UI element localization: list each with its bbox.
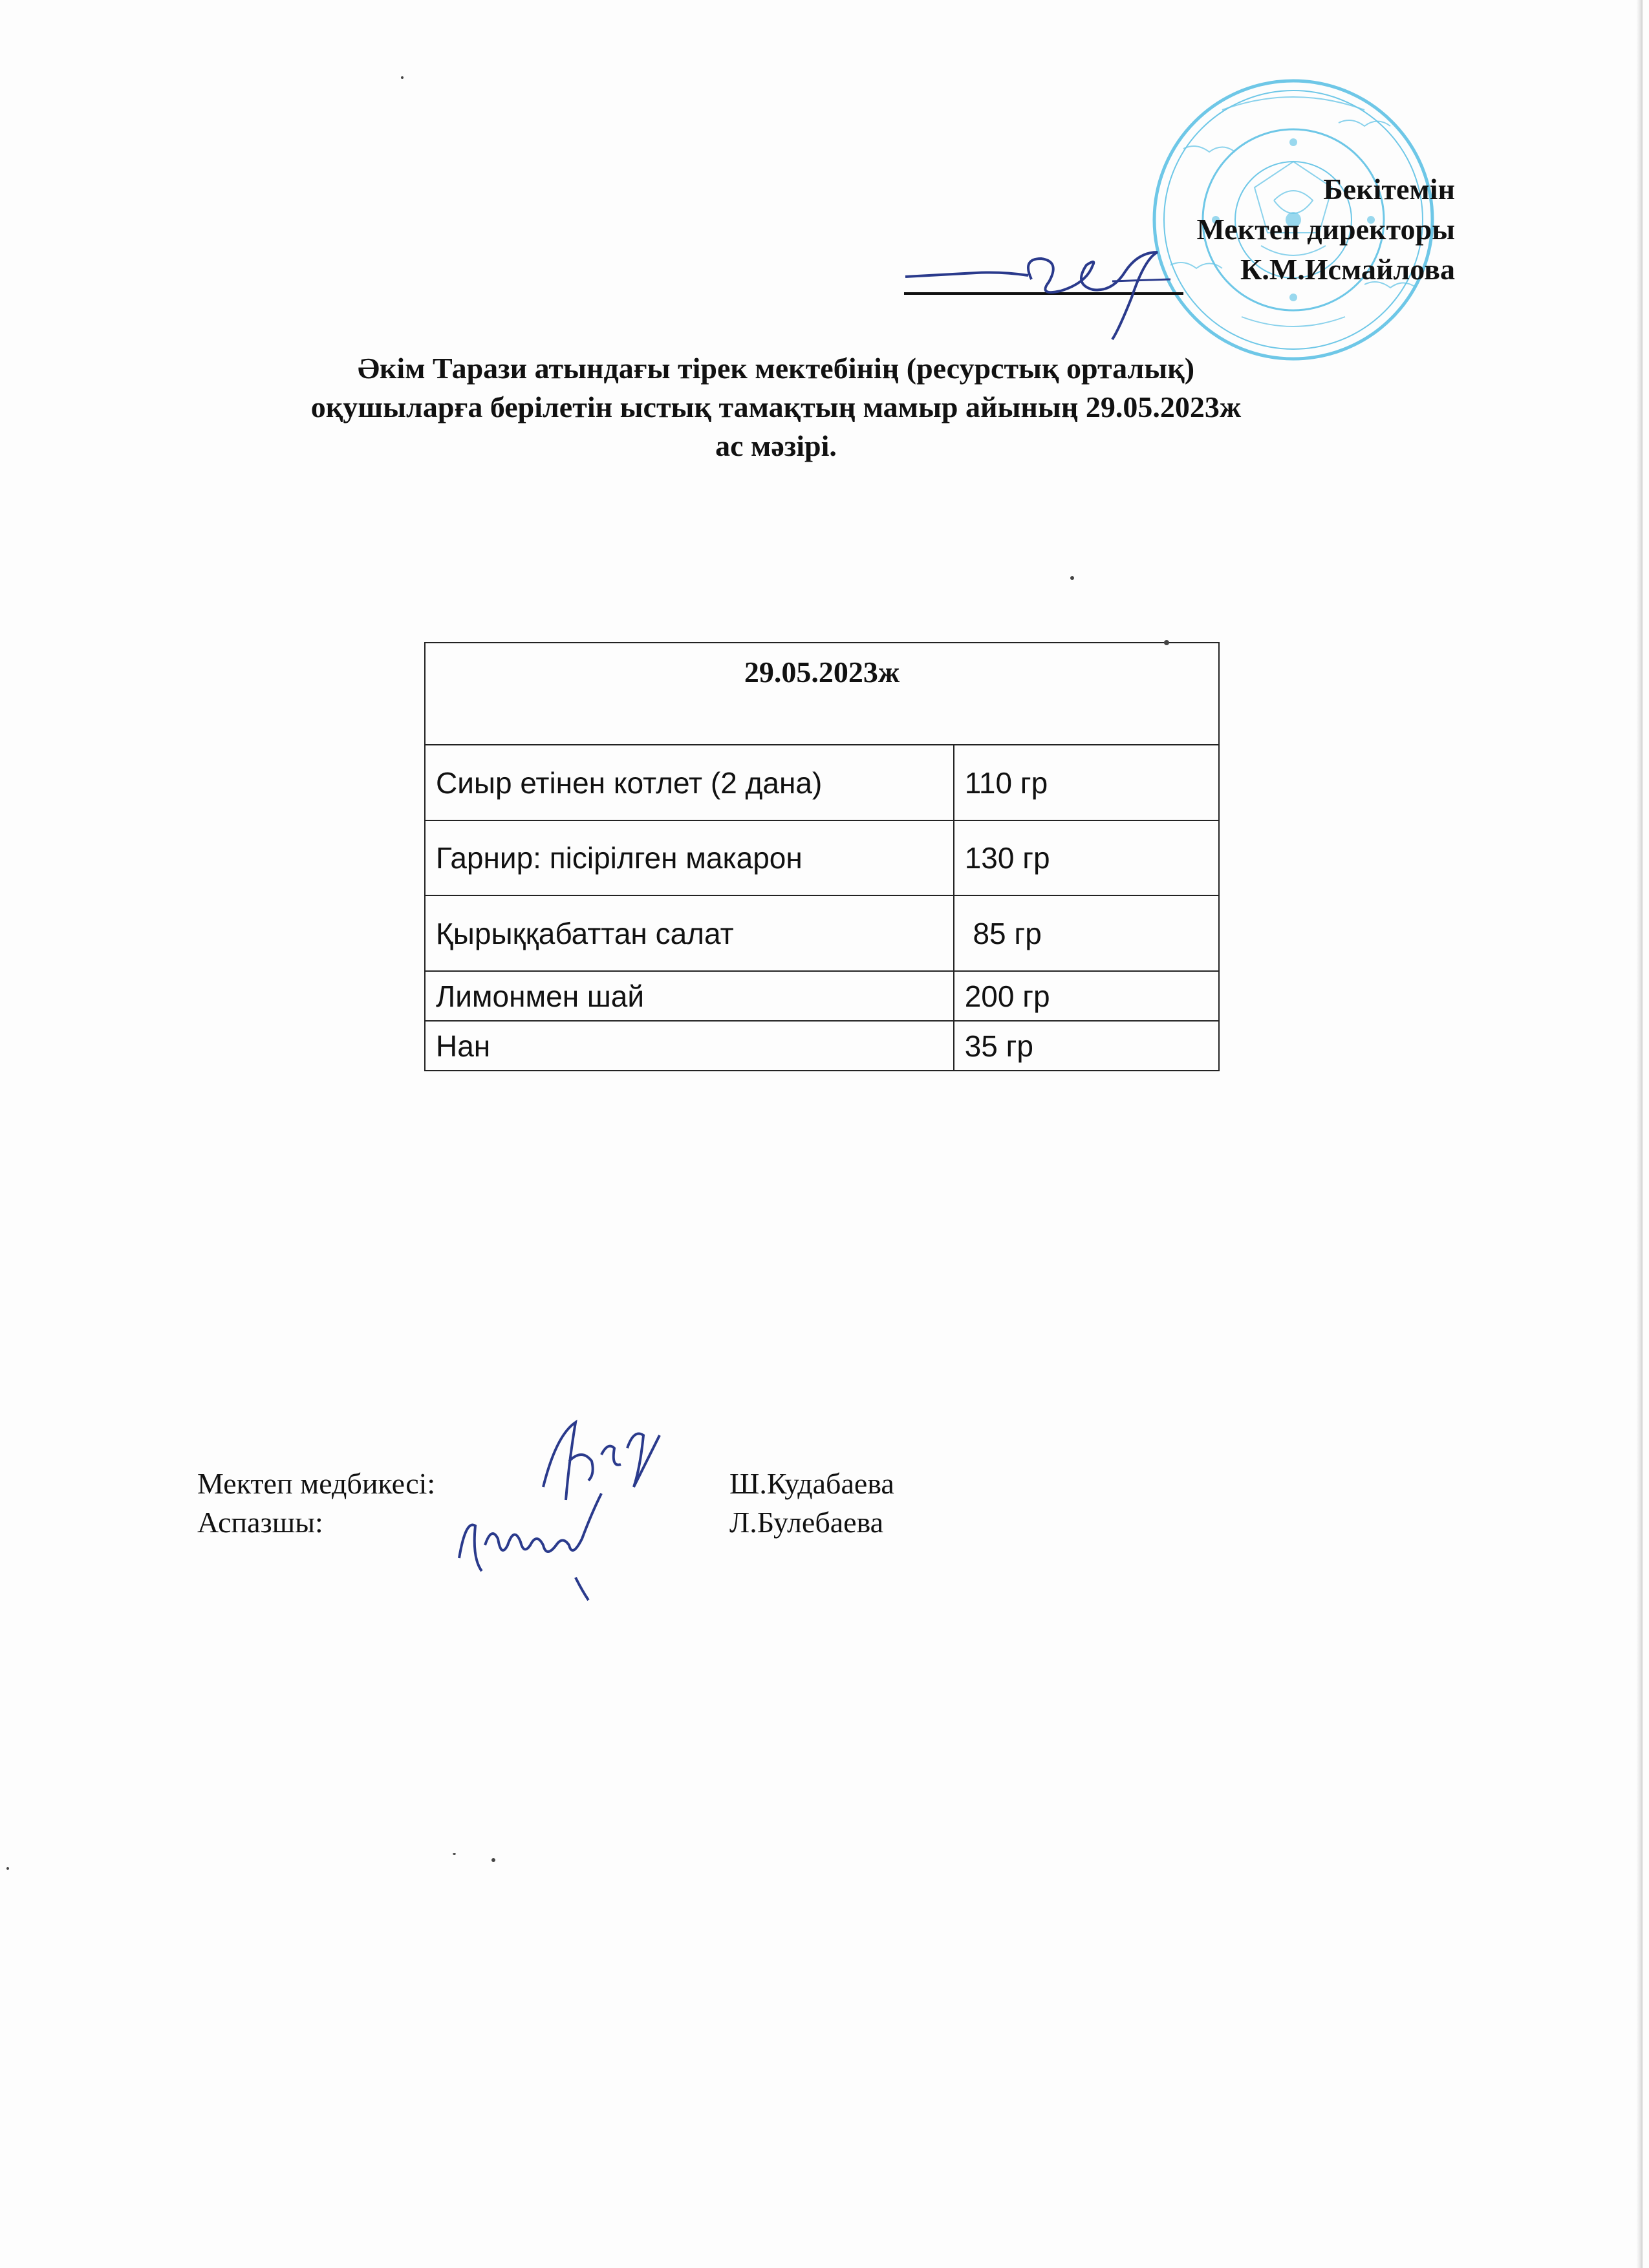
table-header-row bbox=[425, 643, 1219, 745]
menu-item-qty: 85 гр bbox=[954, 895, 1219, 971]
menu-date-header: 29.05.2023ж bbox=[425, 643, 1219, 745]
menu-item-name: Гарнир: пісірілген макарон bbox=[425, 820, 954, 895]
scan-edge bbox=[1636, 0, 1643, 2268]
approval-director-name: К.М.Исмайлова bbox=[1240, 253, 1455, 286]
menu-item-qty: 130 гр bbox=[954, 820, 1219, 895]
menu-item-name: Лимонмен шай bbox=[425, 971, 954, 1021]
document-title bbox=[168, 349, 1384, 465]
cook-signature-icon bbox=[446, 1474, 634, 1603]
menu-item-name: Сиыр етінен котлет (2 дана) bbox=[425, 745, 954, 820]
menu-item-qty: 110 гр bbox=[954, 745, 1219, 820]
menu-table bbox=[424, 642, 1220, 1071]
menu-item-name: Нан bbox=[425, 1021, 954, 1071]
table-row bbox=[425, 745, 1219, 820]
nurse-name: Ш.Кудабаева bbox=[729, 1467, 894, 1500]
title-line-1: Әкім Тарази атындағы тірек мектебінің (ресурстық орталық) bbox=[357, 352, 1195, 385]
approval-position: Мектеп директоры bbox=[1196, 213, 1455, 246]
table-row bbox=[425, 820, 1219, 895]
title-line-3: ас мәзірі. bbox=[715, 429, 837, 462]
menu-item-qty: 35 гр bbox=[954, 1021, 1219, 1071]
scan-speck bbox=[453, 1853, 456, 1855]
approval-title: Бекітемін bbox=[1323, 173, 1455, 206]
scan-speck bbox=[491, 1858, 495, 1862]
menu-item-qty: 200 гр bbox=[954, 971, 1219, 1021]
table-row bbox=[425, 1021, 1219, 1071]
table-row bbox=[425, 895, 1219, 971]
table-row bbox=[425, 971, 1219, 1021]
cook-role: Аспазшы: bbox=[197, 1506, 323, 1539]
scan-speck bbox=[6, 1867, 9, 1870]
cook-name: Л.Булебаева bbox=[729, 1506, 884, 1539]
director-signature-icon bbox=[899, 233, 1203, 343]
scan-speck bbox=[401, 76, 404, 79]
menu-item-name: Қырыққабаттан салат bbox=[425, 895, 954, 971]
nurse-role: Мектеп медбикесі: bbox=[197, 1467, 436, 1500]
title-line-2: оқушыларға берілетін ыстық тамақтың мамыр айының 29.05.2023ж bbox=[310, 390, 1242, 423]
scan-speck bbox=[1070, 576, 1074, 580]
scan-speck bbox=[1164, 640, 1169, 645]
